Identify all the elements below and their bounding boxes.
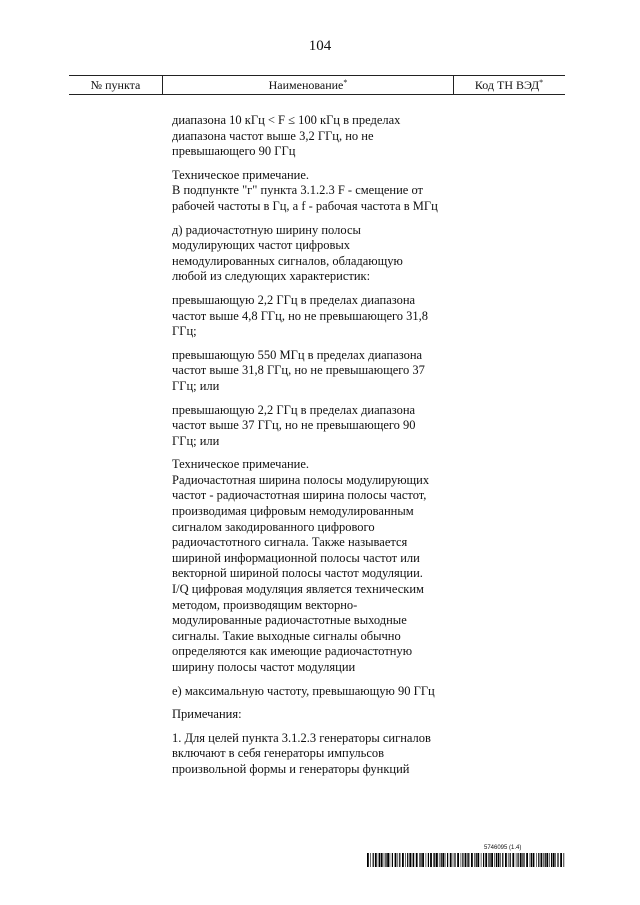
- header-code-label: Код ТН ВЭД: [474, 78, 540, 92]
- table-header: [69, 75, 565, 95]
- header-item-number-label: № пункта: [90, 78, 141, 92]
- paragraph: Радиочастотная ширина полосы модулирующих частот - радиочастотная ширина полосы частот, производимая цифровым немодулированным сигналом закодированного цифрового радиочастотного сигнала. Также называется шириной информационной полосы частот или векторной шириной полосы частот модуляции. I/Q цифровая модуляция является техническим методом, производящим векторно-модулированные радиочастотные выходные сигналы. Такие выходные сигналы обычно определяются как имеющие радиочастотную ширину полосы частот модуляции: [172, 472, 430, 674]
- barcode-icon: [367, 853, 565, 867]
- header-item-number: [69, 76, 162, 94]
- header-name: [162, 76, 454, 94]
- paragraph: превышающую 2,2 ГГц в пределах диапазона частот выше 4,8 ГГц, но не превышающего 31,8 ГГц;: [172, 292, 429, 339]
- header-name-mark: *: [343, 78, 348, 87]
- header-code-mark: *: [539, 78, 544, 87]
- page-number: 104: [308, 38, 332, 54]
- paragraph: е) максимальную частоту, превышающую 90 ГГц: [172, 683, 435, 698]
- tech-note-label: Техническое примечание.: [172, 167, 310, 182]
- paragraph: д) радиочастотную ширину полосы модулирующих частот цифровых немодулированных сигналов, обладающую любой из следующих характеристик:: [172, 222, 403, 284]
- paragraph: 1. Для целей пункта 3.1.2.3 генераторы сигналов включают в себя генераторы импульсов произвольной формы и генераторы функций: [172, 730, 431, 776]
- barcode-number: 5746095 (1.4): [484, 845, 522, 851]
- paragraph: превышающую 2,2 ГГц в пределах диапазона частот выше 37 ГГц, но не превышающего 90 ГГц; или: [172, 402, 416, 448]
- paragraph: Примечания:: [172, 707, 242, 722]
- paragraph: В подпункте "г" пункта 3.1.2.3 F - смещение от рабочей частоты в Гц, а f - рабочая частота в МГц: [172, 183, 438, 213]
- paragraph: превышающую 550 МГц в пределах диапазона частот выше 31,8 ГГц, но не превышающего 37 ГГц; или: [172, 347, 425, 393]
- header-code: [453, 76, 565, 94]
- header-name-label: Наименование: [268, 78, 344, 92]
- tech-note-label: Техническое примечание.: [172, 457, 310, 472]
- paragraph: диапазона 10 кГц < F ≤ 100 кГц в пределах диапазона частот выше 3,2 ГГц, но не превышающего 90 ГГц: [172, 113, 401, 159]
- document-body: [172, 113, 440, 786]
